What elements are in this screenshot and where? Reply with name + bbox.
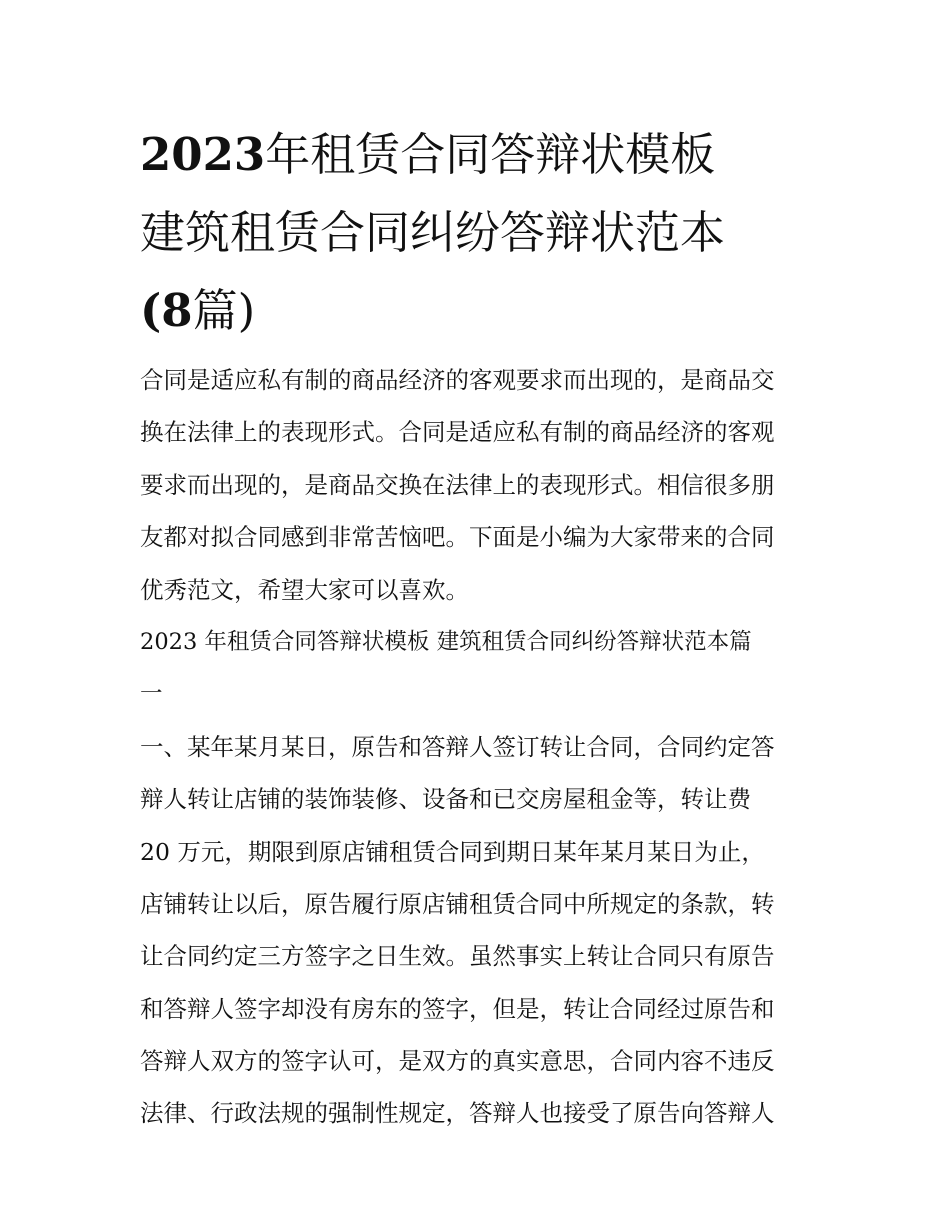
section-line: 和答辩人签字却没有房东的签字，但是，转让合同经过原告和: [140, 994, 775, 1023]
section-line: 辩人转让店铺的装饰装修、设备和已交房屋租金等，转让费: [140, 785, 751, 814]
title-count: (8: [140, 284, 193, 337]
section-line: 让合同约定三方签字之日生效。虽然事实上转让合同只有原告: [140, 942, 775, 971]
intro-line: 优秀范文，希望大家可以喜欢。: [140, 575, 469, 604]
intro-line: 换在法律上的表现形式。合同是适应私有制的商品经济的客观: [140, 418, 775, 447]
section-line: 20 万元，期限到原店铺租赁合同到期日某年某月某日为止，: [140, 837, 765, 866]
section-line: 法律、行政法规的强制性规定，答辩人也接受了原告向答辩人: [140, 1099, 775, 1128]
title-line-3: [140, 272, 830, 350]
title-line-1: [140, 116, 830, 194]
intro-paragraph: [140, 354, 820, 616]
section-line: 店铺转让以后，原告履行原店铺租赁合同中所规定的条款，转: [140, 889, 775, 918]
intro-line: 要求而出现的，是商品交换在法律上的表现形式。相信很多朋: [140, 470, 775, 499]
section-heading-line: 一: [140, 681, 163, 708]
section-line: 一、某年某月某日，原告和答辩人签订转让合同，合同约定答: [140, 732, 775, 761]
section-heading-line: 2023 年租赁合同答辩状模板 建筑租赁合同纠纷答辩状范本篇: [140, 628, 752, 655]
section-heading: [140, 616, 820, 721]
title-line-1-text: 年租赁合同答辩状模板: [265, 128, 716, 181]
title-year: 2023: [140, 128, 266, 181]
intro-line: 友都对拟合同感到非常苦恼吧。下面是小编为大家带来的合同: [140, 523, 775, 552]
section-paragraph: [140, 721, 820, 1140]
title-line-3-text: 篇): [192, 284, 256, 337]
intro-line: 合同是适应私有制的商品经济的客观要求而出现的，是商品交: [140, 366, 775, 394]
title-line-2: 建筑租赁合同纠纷答辩状范本: [140, 206, 726, 259]
document-body: [140, 354, 820, 1140]
section-line: 答辩人双方的签字认可，是双方的真实意思，合同内容不违反: [140, 1047, 775, 1076]
document-title: [140, 116, 830, 350]
